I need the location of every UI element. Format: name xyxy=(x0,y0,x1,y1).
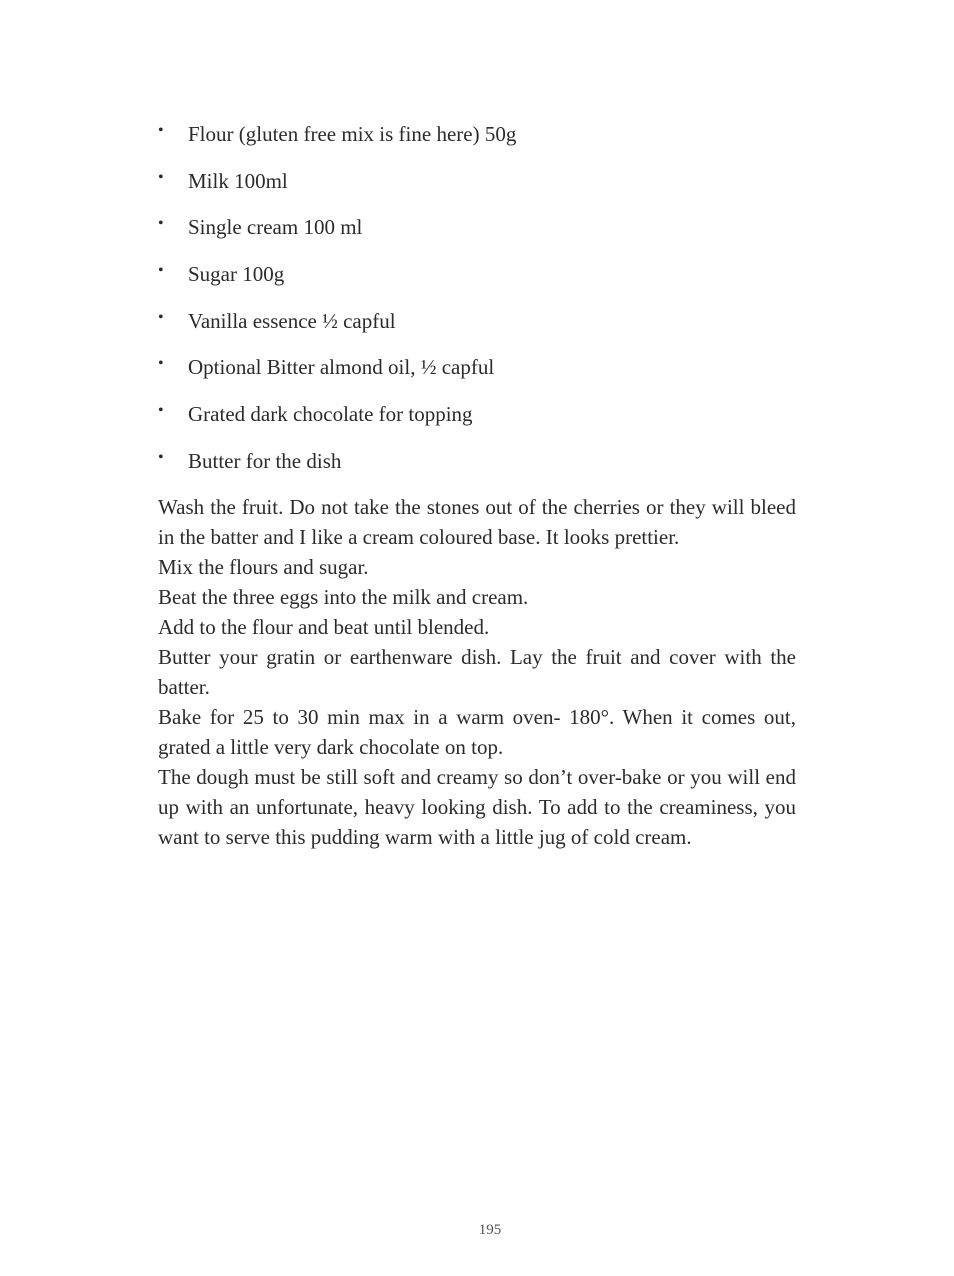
list-item xyxy=(158,118,798,165)
list-item xyxy=(158,211,798,258)
list-item xyxy=(158,398,798,445)
list-item xyxy=(158,305,798,352)
ingredient-text: Sugar 100g xyxy=(188,262,285,287)
method-paragraph: Mix the flours and sugar. xyxy=(158,555,369,579)
bullet-icon: • xyxy=(158,122,164,139)
ingredient-text: Vanilla essence ½ capful xyxy=(188,308,396,333)
method-paragraph: Bake for 25 to 30 min max in a warm oven- 180°. When it comes out, grated a little very dark chocolate on top. xyxy=(158,705,796,759)
ingredient-text: Grated dark chocolate for topping xyxy=(188,402,473,427)
method-paragraph: Wash the fruit. Do not take the stones out of the cherries or they will bleed in the batter and I like a cream coloured base. It looks prettier. xyxy=(158,495,796,549)
page-number: 195 xyxy=(478,1222,502,1238)
ingredient-text: Butter for the dish xyxy=(188,448,342,473)
ingredient-list xyxy=(158,118,798,492)
method-paragraph: The dough must be still soft and creamy so don’t over-bake or you will end up with an unfortunate, heavy looking dish. To add to the creaminess, you want to serve this pudding warm with a little jug of cold cream. xyxy=(158,765,796,849)
bullet-icon: • xyxy=(158,355,164,373)
ingredient-text: Milk 100ml xyxy=(188,168,288,193)
bullet-icon: • xyxy=(158,215,164,233)
bullet-icon: • xyxy=(158,168,164,186)
method-paragraph: Beat the three eggs into the milk and cream. xyxy=(158,585,529,609)
ingredient-text: Optional Bitter almond oil, ½ capful xyxy=(188,355,495,380)
bullet-icon: • xyxy=(158,308,164,326)
bullet-icon: • xyxy=(158,402,164,420)
bullet-icon: • xyxy=(158,262,164,280)
list-item xyxy=(158,165,798,212)
ingredient-text: Single cream 100 ml xyxy=(188,215,363,240)
bullet-icon: • xyxy=(158,448,164,466)
method-paragraph: Add to the flour and beat until blended. xyxy=(158,615,490,639)
method-text xyxy=(158,492,796,852)
list-item xyxy=(158,351,798,398)
ingredient-text: Flour (gluten free mix is fine here) 50g xyxy=(188,122,517,146)
method-paragraph: Butter your gratin or earthenware dish. Lay the fruit and cover with the batter. xyxy=(158,645,796,699)
list-item xyxy=(158,445,798,492)
list-item xyxy=(158,258,798,305)
